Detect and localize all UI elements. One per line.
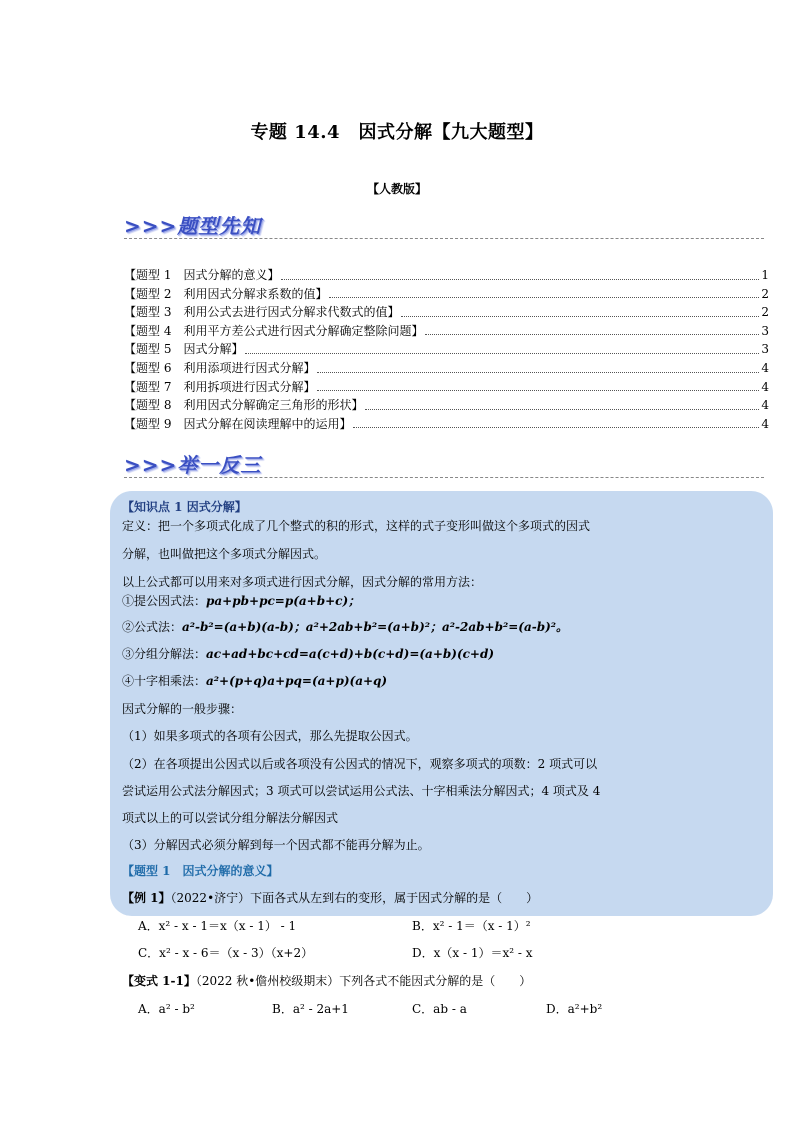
toc-item[interactable] <box>124 266 769 285</box>
toc-item-page: 1 <box>761 268 769 282</box>
example-1 <box>122 889 538 906</box>
toc-item-label: 【题型 4 利用平方差公式进行因式分解确定整除问题】 <box>124 323 424 338</box>
toc-leader-dots <box>281 279 759 280</box>
method-4-label: ④十字相乘法： <box>122 674 207 688</box>
toc-item[interactable] <box>124 415 769 434</box>
divider <box>124 477 764 478</box>
toc-item[interactable] <box>124 303 769 322</box>
toc-leader-dots <box>365 409 759 410</box>
method-1-label: ①提公因式法： <box>122 594 207 608</box>
toc-item-page: 3 <box>761 323 769 338</box>
variant-1-1-option-d: D．a²+b² <box>546 1002 603 1016</box>
example-1-text: （2022•济宁）下面各式从左到右的变形，属于因式分解的是（ ） <box>170 891 539 905</box>
toc-item[interactable] <box>124 359 769 378</box>
method-4-formula: a²+(p+q)a+pq=(a+p)(a+q) <box>206 674 388 688</box>
method-2 <box>122 618 568 635</box>
method-2-formula: a²-b²=(a+b)(a-b)；a²+2ab+b²=(a+b)²；a²-2ab+b²=(a-b)²。 <box>182 620 569 634</box>
toc-leader-dots <box>329 297 759 298</box>
steps-heading: 因式分解的一般步骤： <box>122 702 243 716</box>
toc-leader-dots <box>425 334 759 335</box>
variant-1-1-option-b: B．a² - 2a+1 <box>272 1002 349 1016</box>
toc-item-page: 3 <box>761 342 769 357</box>
toc-item-label: 【题型 9 因式分解在阅读理解中的运用】 <box>124 416 352 431</box>
table-of-contents <box>124 266 769 433</box>
example-1-option-d: D．x（x - 1）＝x² - x <box>412 946 533 960</box>
step-2-line-2: 尝试运用公式法分解因式；3 项式可以尝试运用公式法、十字相乘法分解因式；4 项式及 4 <box>122 784 601 798</box>
toc-leader-dots <box>317 372 759 373</box>
variant-1-1-option-a: A．a² - b² <box>138 1002 195 1016</box>
divider <box>124 238 764 239</box>
toc-item-page: 2 <box>761 286 769 301</box>
step-2-line-3: 项式以上的可以尝试分组分解法分解因式 <box>122 811 339 825</box>
toc-leader-dots <box>401 316 759 317</box>
variant-1-1 <box>122 972 531 989</box>
toc-item-page: 4 <box>761 360 769 375</box>
method-4 <box>122 672 387 689</box>
method-3-label: ③分组分解法： <box>122 647 207 661</box>
toc-leader-dots <box>245 353 759 354</box>
step-2-line-1: （2）在各项提出公因式以后或各项没有公因式的情况下，观察多项式的项数：2 项式可以 <box>122 757 598 771</box>
definition-line-1: 定义：把一个多项式化成了几个整式的积的形式，这样的式子变形叫做这个多项式的因式 <box>122 519 591 533</box>
toc-item-label: 【题型 5 因式分解】 <box>124 342 244 357</box>
toc-leader-dots <box>353 427 759 428</box>
section-banner-practice: >>>举一反三 <box>124 453 262 477</box>
method-2-label: ②公式法： <box>122 620 183 634</box>
method-1-formula: pa+pb+pc=p(a+b+c)； <box>206 594 361 608</box>
example-1-option-b: B．x² - 1＝（x - 1）² <box>412 919 531 933</box>
page-title: 专题 14.4 因式分解【九大题型】 <box>250 122 544 143</box>
toc-item-label: 【题型 6 利用添项进行因式分解】 <box>124 360 316 375</box>
section-banner-preview: >>>题型先知 <box>124 214 262 238</box>
toc-item[interactable] <box>124 285 769 304</box>
toc-item[interactable] <box>124 378 769 397</box>
method-3-formula: ac+ad+bc+cd=a(c+d)+b(c+d)=(a+b)(c+d) <box>206 647 495 661</box>
method-1 <box>122 592 360 609</box>
knowledge-heading: 【知识点 1 因式分解】 <box>122 500 247 514</box>
variant-1-1-label: 【变式 1-1】 <box>122 974 196 988</box>
toc-item-label: 【题型 7 利用拆项进行因式分解】 <box>124 379 316 394</box>
methods-intro: 以上公式都可以用来对多项式进行因式分解，因式分解的常用方法： <box>122 575 483 589</box>
example-1-option-a: A．x² - x - 1＝x（x - 1） - 1 <box>138 919 297 933</box>
variant-1-1-option-c: C．ab - a <box>412 1002 467 1016</box>
toc-item-label: 【题型 2 利用因式分解求系数的值】 <box>124 286 328 301</box>
toc-item-page: 2 <box>761 305 769 320</box>
method-3 <box>122 645 494 662</box>
variant-1-1-text: （2022 秋•儋州校级期末）下列各式不能因式分解的是（ ） <box>195 974 532 988</box>
toc-item-page: 4 <box>761 416 769 431</box>
toc-item[interactable] <box>124 340 769 359</box>
toc-item-label: 【题型 3 利用公式去进行因式分解求代数式的值】 <box>124 305 400 320</box>
example-1-option-c: C．x² - x - 6＝（x - 3）（x+2） <box>138 946 314 960</box>
type-1-heading: 【题型 1 因式分解的意义】 <box>122 864 279 878</box>
step-3: （3）分解因式必须分解到每一个因式都不能再分解为止。 <box>122 838 430 852</box>
toc-item-page: 4 <box>761 398 769 413</box>
toc-item-page: 4 <box>761 379 769 394</box>
definition-line-2: 分解，也叫做把这个多项式分解因式。 <box>122 547 327 561</box>
edition-label: 【人教版】 <box>366 182 427 196</box>
step-1: （1）如果多项式的各项有公因式，那么先提取公因式。 <box>122 729 418 743</box>
toc-leader-dots <box>317 390 759 391</box>
toc-item[interactable] <box>124 322 769 341</box>
toc-item-label: 【题型 8 利用因式分解确定三角形的形状】 <box>124 398 364 413</box>
toc-item[interactable] <box>124 396 769 415</box>
toc-item-label: 【题型 1 因式分解的意义】 <box>124 268 280 282</box>
example-1-label: 【例 1】 <box>122 891 171 905</box>
